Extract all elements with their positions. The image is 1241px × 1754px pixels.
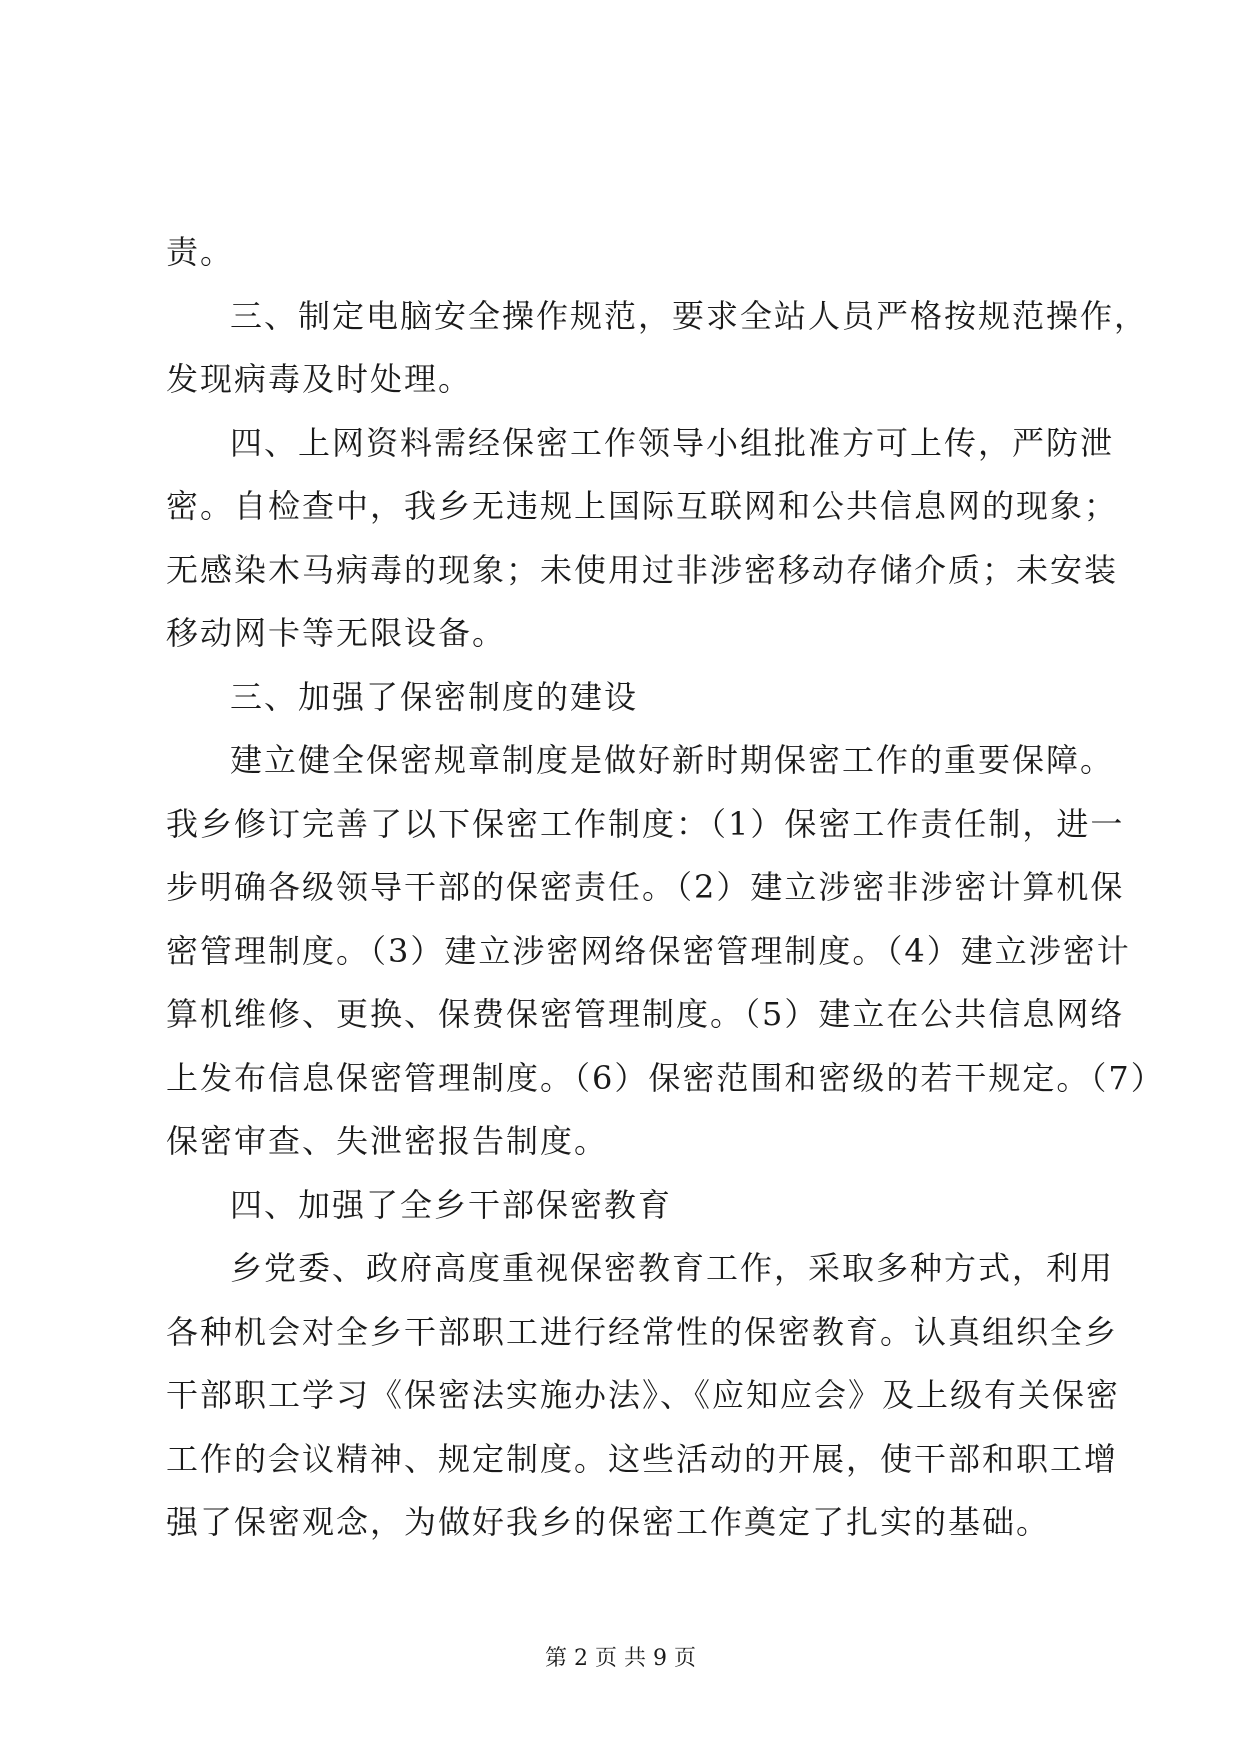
text-line: 工作的会议精神、规定制度。这些活动的开展，使干部和职工增: [166, 1439, 1119, 1478]
text-line: 建立健全保密规章制度是做好新时期保密工作的重要保障。: [230, 741, 1115, 779]
section-heading: 四、加强了全乡干部保密教育: [230, 1185, 673, 1224]
text-line: 移动网卡等无限设备。: [166, 614, 507, 652]
text-line: 各种机会对全乡干部职工进行经常性的保密教育。认真组织全乡: [166, 1312, 1119, 1351]
section-heading: 三、加强了保密制度的建设: [230, 677, 639, 716]
text-line: 保密审查、失泄密报告制度。: [166, 1122, 609, 1160]
text-line: 上发布信息保密管理制度。（6）保密范围和密级的若干规定。（7）: [166, 1058, 1165, 1097]
text-line: 责。: [166, 233, 235, 271]
text-line: 步明确各级领导干部的保密责任。（2）建立涉密非涉密计算机保: [166, 868, 1125, 906]
text-line: 算机维修、更换、保费保密管理制度。（5）建立在公共信息网络: [166, 995, 1125, 1033]
text-line: 密管理制度。（3）建立涉密网络保密管理制度。（4）建立涉密计: [166, 931, 1131, 970]
text-line: 发现病毒及时处理。: [166, 360, 473, 398]
page-footer: 第 2 页 共 9 页: [545, 1646, 696, 1671]
text-line: 干部职工学习《保密法实施办法》、《应知应会》及上级有关保密: [166, 1376, 1121, 1414]
text-line: 强了保密观念，为做好我乡的保密工作奠定了扎实的基础。: [166, 1503, 1051, 1541]
text-line: 无感染木马病毒的现象；未使用过非涉密移动存储介质；未安装: [166, 550, 1119, 589]
text-line: 密。自检查中，我乡无违规上国际互联网和公共信息网的现象；: [166, 487, 1119, 525]
text-line: 三、制定电脑安全操作规范，要求全站人员严格按规范操作，: [230, 296, 1149, 335]
text-line: 四、上网资料需经保密工作领导小组批准方可上传，严防泄: [230, 423, 1115, 462]
document-body: [166, 221, 1165, 1555]
text-line: 我乡修订完善了以下保密工作制度：（1）保密工作责任制，进一: [166, 804, 1125, 843]
text-line: 乡党委、政府高度重视保密教育工作，采取多种方式，利用: [230, 1249, 1115, 1287]
